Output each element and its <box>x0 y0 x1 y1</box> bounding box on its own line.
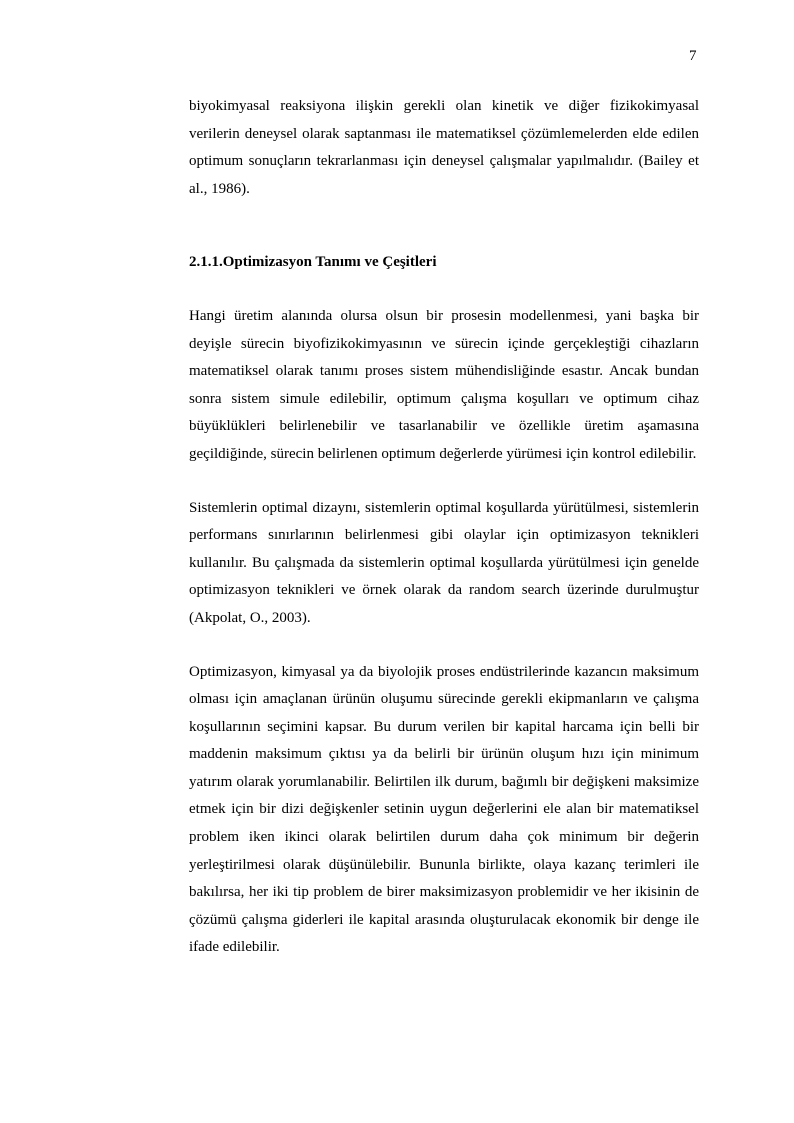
paragraph-modelling: Hangi üretim alanında olursa olsun bir prosesin modellenmesi, yani başka bir deyişle sürecin biyofizikokimyasının ve sürecin içinde gerçekleştiği cihazların matematiksel olarak tanımı proses sistem mühendisliğinde esastır. Ancak bundan sonra sistem simule edilebilir, optimum çalışma koşulları ve optimum cihaz büyüklükleri belirlenebilir ve tasarlanabilir ve özellikle üretim aşamasına geçildiğinde, sürecin belirlenen optimum değerlerde yürümesi için kontrol edilebilir. <box>189 307 699 462</box>
section-heading: 2.1.1.Optimizasyon Tanımı ve Çeşitleri <box>189 254 437 271</box>
paragraph-optimization-definition: Optimizasyon, kimyasal ya da biyolojik proses endüstrilerinde kazancın maksimum olması için amaçlanan ürünün oluşumu sürecinde gerekli ekipmanların ve çalışma koşullarının seçimini kapsar. Bu durum verilen bir kapital harcama için belli bir maddenin maksimum çıktısı ya da belirli bir ürünün oluşum hızı için minimum yatırım olarak yorumlanabilir. Belirtilen ilk durum, bağımlı bir değişkeni maksimize etmek için bir dizi değişkenler setinin uygun değerlerini ele alan bir matematiksel problem iken ikinci olarak belirtilen durum daha çok minimum bir değerin yerleştirilmesi olarak düşünülebilir. Bununla birlikte, olaya kazanç terimleri ile bakılırsa, her iki tip problem de birer maksimizasyon problemidir ve her ikisinin de çözümü çalışma giderleri ile kapital arasında oluşturulacak ekonomik bir denge ile ifade edilebilir. <box>189 663 699 956</box>
intro-paragraph: biyokimyasal reaksiyona ilişkin gerekli olan kinetik ve diğer fizikokimyasal verilerin deneysel olarak saptanması ile matematiksel çözümlemelerden elde edilen optimum sonuçların tekrarlanması için deneysel çalışmalar yapılmalıdır. (Bailey et al., 1986). <box>189 98 699 197</box>
paragraph-optimal-design: Sistemlerin optimal dizaynı, sistemlerin optimal koşullarda yürütülmesi, sistemlerin performans sınırlarının belirlenmesi gibi olaylar için optimizasyon teknikleri kullanılır. Bu çalışmada da sistemlerin optimal koşullarda yürütülmesi için genelde optimizasyon teknikleri ve örnek olarak da random search üzerinde durulmuştur (Akpolat, O., 2003). <box>189 499 699 626</box>
page-body <box>189 93 699 962</box>
page-number: 7 <box>689 48 697 64</box>
